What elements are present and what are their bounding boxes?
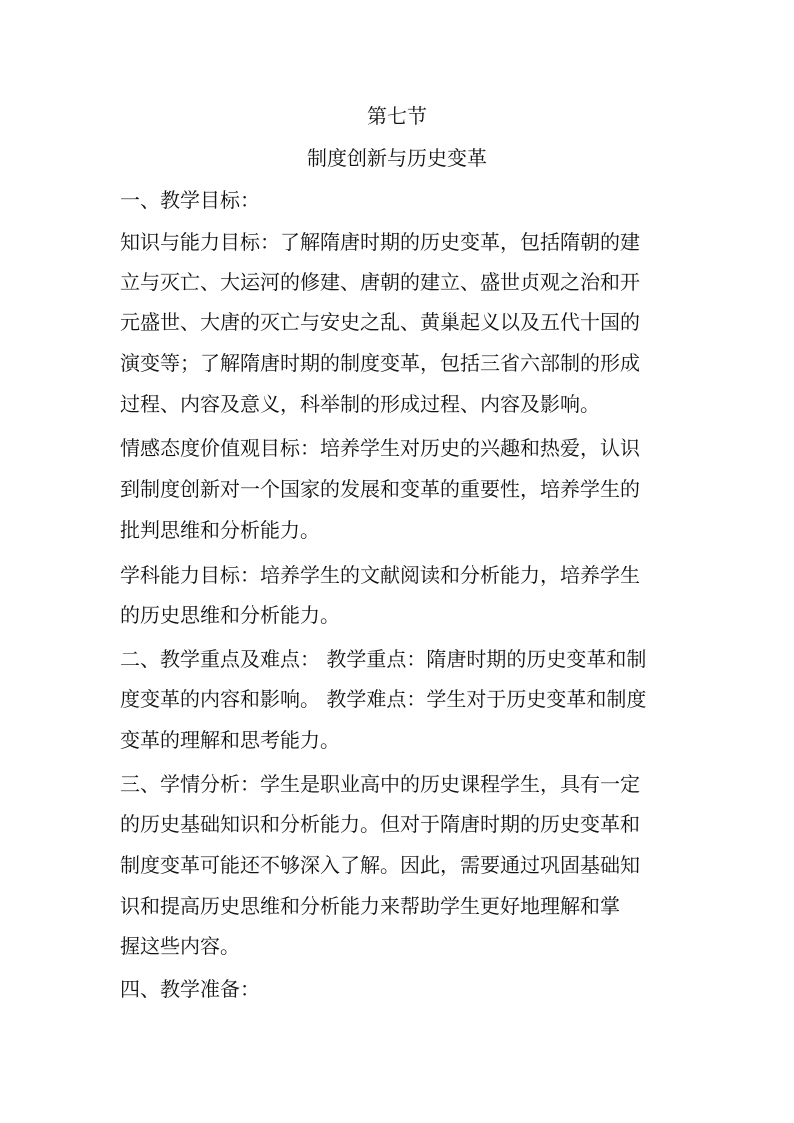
paragraph-line: 元盛世、大唐的灭亡与安史之乱、黄巢起义以及五代十国的: [120, 310, 640, 334]
paragraph-line: 学科能力目标：培养学生的文献阅读和分析能力，培养学生: [120, 563, 640, 587]
paragraph-line: 变革的理解和思考能力。: [120, 728, 340, 752]
paragraph-line: 立与灭亡、大运河的修建、唐朝的建立、盛世贞观之治和开: [120, 270, 640, 294]
section-subtitle: 制度创新与历史变革: [307, 146, 487, 170]
paragraph-line: 识和提高历史思维和分析能力来帮助学生更好地理解和掌: [120, 894, 620, 918]
paragraph-line: 度变革的内容和影响。 教学难点：学生对于历史变革和制度: [120, 687, 647, 711]
paragraph-line: 制度变革可能还不够深入了解。因此，需要通过巩固基础知: [120, 853, 640, 877]
paragraph-line: 的历史基础知识和分析能力。但对于隋唐时期的历史变革和: [120, 812, 640, 836]
heading-teaching-preparation: 四、教学准备：: [120, 977, 260, 1001]
heading-learner-analysis: 三、学情分析：学生是职业高中的历史课程学生，具有一定: [120, 772, 640, 796]
paragraph-line: 握这些内容。: [120, 934, 240, 958]
paragraph-line: 知识与能力目标：了解隋唐时期的历史变革，包括隋朝的建: [120, 230, 640, 254]
paragraph-line: 过程、内容及意义，科举制的形成过程、内容及影响。: [120, 392, 600, 416]
section-number-title: 第七节: [367, 104, 427, 128]
paragraph-line: 到制度创新对一个国家的发展和变革的重要性，培养学生的: [120, 477, 640, 501]
paragraph-line: 的历史思维和分析能力。: [120, 603, 340, 627]
heading-key-points: 二、教学重点及难点： 教学重点：隋唐时期的历史变革和制: [120, 647, 647, 671]
heading-teaching-objectives: 一、教学目标：: [120, 188, 260, 212]
paragraph-line: 情感态度价值观目标：培养学生对历史的兴趣和热爱，认识: [120, 436, 640, 460]
paragraph-line: 演变等；了解隋唐时期的制度变革，包括三省六部制的形成: [120, 351, 640, 375]
paragraph-line: 批判思维和分析能力。: [120, 518, 320, 542]
